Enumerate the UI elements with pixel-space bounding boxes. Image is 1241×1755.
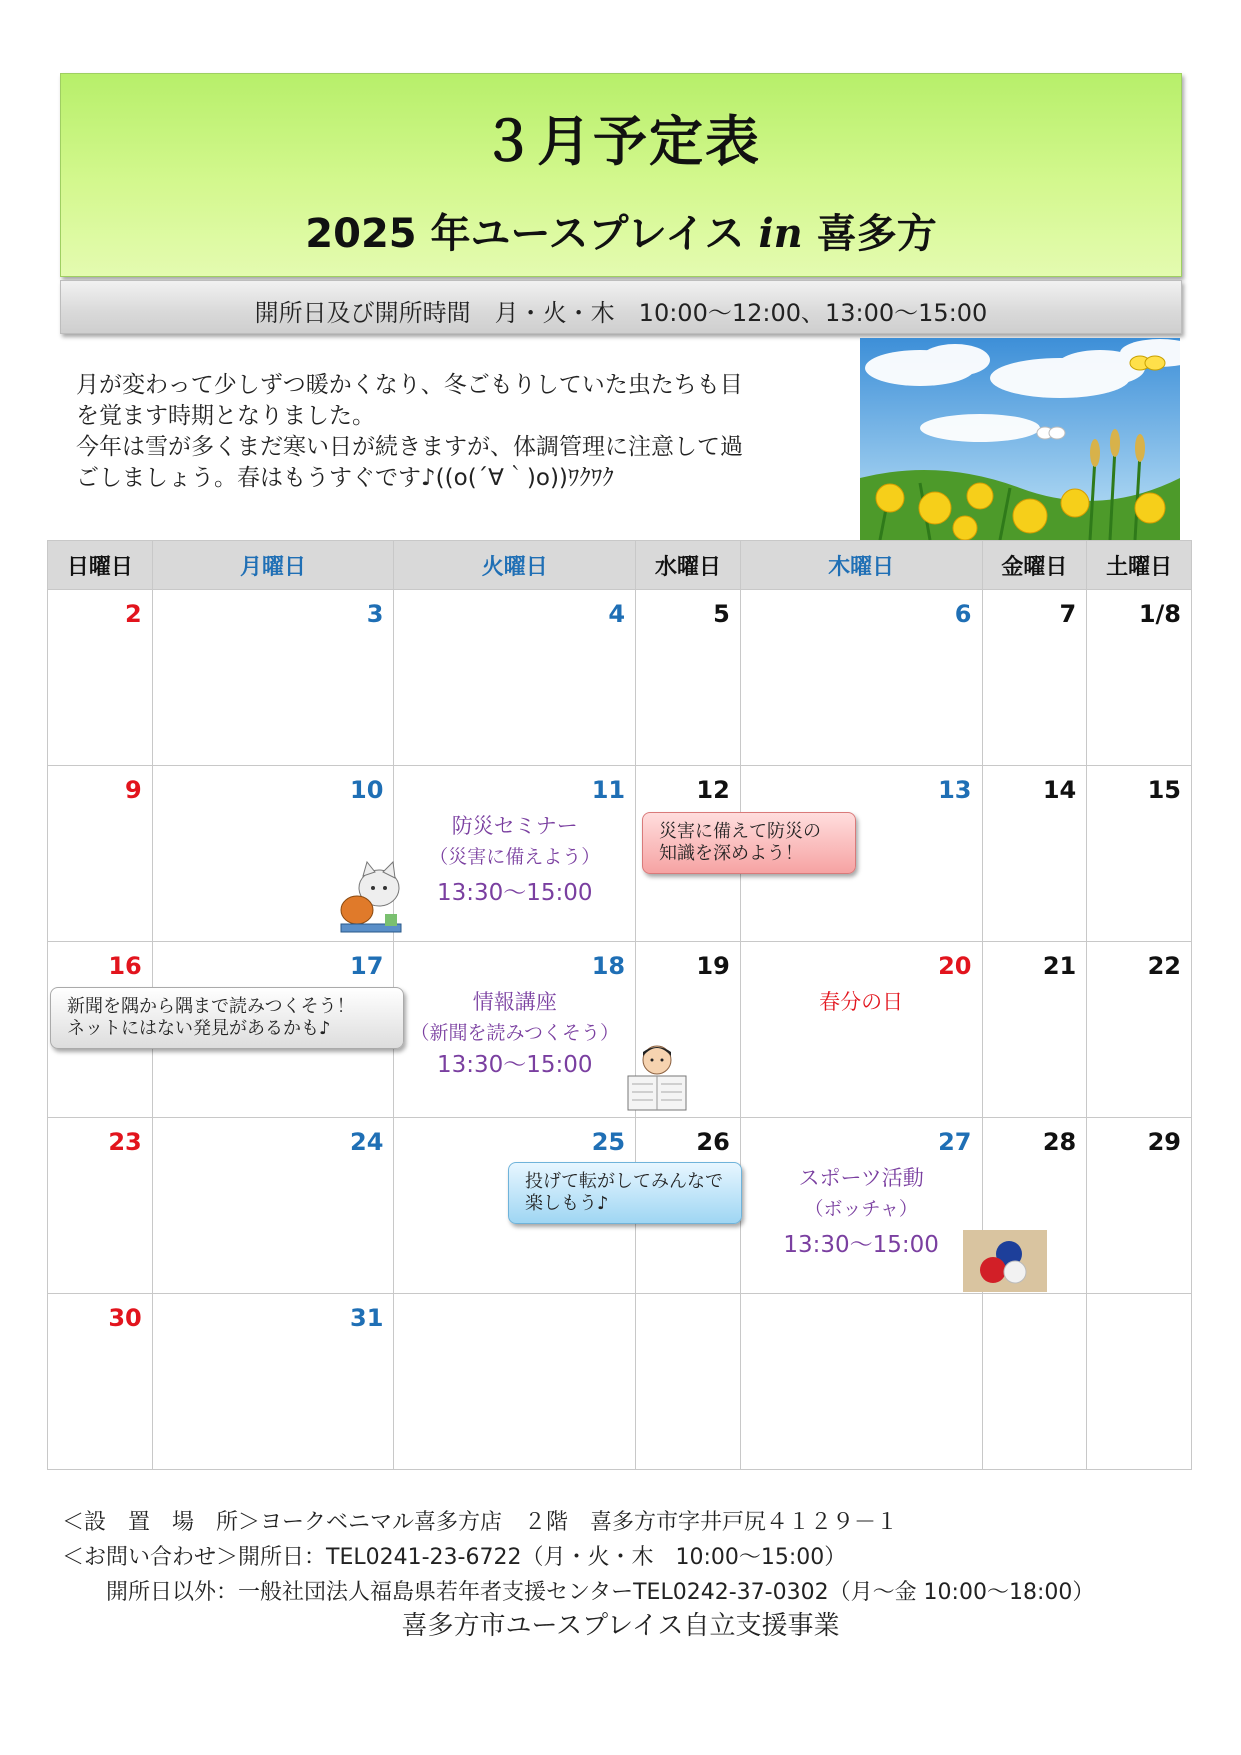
day-cell — [740, 1118, 982, 1294]
day-number: 7 — [1059, 600, 1077, 628]
day-cell — [1087, 590, 1192, 766]
intro-line: 今年は雪が多くまだ寒い日が続きますが、体調管理に注意して過 — [76, 434, 743, 460]
weekday-wednesday: 水曜日 — [636, 541, 741, 590]
day-number: 10 — [350, 776, 384, 804]
day-number: 15 — [1147, 776, 1181, 804]
calendar-week — [48, 1294, 1192, 1470]
title-banner — [60, 73, 1182, 277]
day-cell — [982, 1294, 1087, 1470]
spring-meadow-image — [860, 338, 1180, 540]
intro-line: 月が変わって少しずつ暖かくなり、冬ごもりしていた虫たちも目 — [76, 372, 743, 398]
day-number: 2 — [125, 600, 142, 628]
day-number: 19 — [696, 952, 730, 980]
day-number: 12 — [696, 776, 730, 804]
opening-hours-bar — [60, 280, 1182, 334]
person-reading-newspaper-icon — [624, 1042, 690, 1114]
bocce-speech-bubble — [508, 1162, 742, 1224]
day-number: 27 — [938, 1128, 972, 1156]
bubble-line: 投げて転がしてみんなで — [525, 1171, 723, 1192]
calendar-week — [48, 590, 1192, 766]
day-cell — [740, 590, 982, 766]
day-cell — [982, 590, 1087, 766]
day-cell — [1087, 1294, 1192, 1470]
day-number: 13 — [938, 776, 972, 804]
day-number: 25 — [591, 1128, 626, 1156]
day-cell — [1087, 766, 1192, 942]
bubble-line: 知識を深めよう！ — [659, 843, 803, 864]
footer-organization: 喜多方市ユースプレイス自立支援事業 — [401, 1611, 840, 1641]
bubble-line: 災害に備えて防災の — [659, 821, 821, 842]
day-cell — [636, 590, 741, 766]
day-number: 18 — [591, 952, 626, 980]
bubble-line: 新聞を隅から隅まで読みつくそう！ — [67, 996, 355, 1017]
day-cell — [636, 942, 741, 1118]
footer-location: ＜設 置 場 所＞ヨークベニマル喜多方店 ２階 喜多方市字井戸尻４１２９－１ — [62, 1510, 899, 1535]
day-number: 17 — [350, 952, 384, 980]
disaster-seminar-title: 防災セミナー — [451, 814, 578, 838]
day-cell — [48, 1118, 153, 1294]
day-cell — [152, 590, 394, 766]
day-number: 26 — [696, 1128, 730, 1156]
holiday-label: 春分の日 — [819, 990, 904, 1014]
weekday-saturday: 土曜日 — [1087, 541, 1192, 590]
day-number: 16 — [108, 952, 142, 980]
day-number: 1/8 — [1138, 600, 1181, 628]
day-cell — [394, 1294, 636, 1470]
weekday-sunday: 日曜日 — [48, 541, 153, 590]
footer-info — [62, 1505, 1192, 1610]
day-cell — [982, 766, 1087, 942]
weekday-thursday: 木曜日 — [740, 541, 982, 590]
opening-hours-text: 開所日及び開所時間 月・火・木 10:00～12:00、13:00～15:00 — [254, 299, 988, 327]
day-cell — [982, 942, 1087, 1118]
day-cell — [48, 1294, 153, 1470]
day-cell — [394, 942, 636, 1118]
day-number: 11 — [591, 776, 626, 804]
day-cell — [1087, 1118, 1192, 1294]
day-number: 20 — [938, 952, 972, 980]
weekday-tuesday: 火曜日 — [394, 541, 636, 590]
spring-illustration — [860, 338, 1180, 540]
footer-contact: ＜お問い合わせ＞開所日：TEL0241-23-6722（月・火・木 10:00～15:00） — [62, 1545, 847, 1570]
day-number: 14 — [1042, 776, 1077, 804]
day-cell — [982, 1118, 1087, 1294]
day-number: 3 — [366, 600, 384, 628]
intro-line: ごしましょう。春はもうすぐです♪((o(´∀｀)o))ﾜｸﾜｸ — [76, 465, 614, 491]
day-number: 31 — [350, 1304, 384, 1332]
day-cell — [48, 766, 153, 942]
newspaper-speech-bubble — [50, 987, 404, 1049]
day-number: 28 — [1042, 1128, 1077, 1156]
subtitle-suffix: 喜多方 — [802, 211, 937, 257]
disaster-seminar-subtitle: （災害に備えよう） — [429, 846, 601, 868]
info-lecture-subtitle: （新聞を読みつくそう） — [410, 1022, 620, 1044]
day-number: 30 — [108, 1304, 142, 1332]
disaster-speech-bubble — [642, 812, 856, 874]
sports-activity-time: 13:30～15:00 — [783, 1232, 939, 1258]
weekday-monday: 月曜日 — [152, 541, 394, 590]
sports-activity-title: スポーツ活動 — [798, 1166, 924, 1190]
day-number: 6 — [954, 600, 972, 628]
bubble-line: ネットにはない発見があるかも♪ — [67, 1018, 331, 1039]
intro-line: を覚ます時期となりました。 — [76, 403, 375, 429]
day-number: 23 — [108, 1128, 142, 1156]
info-lecture-time: 13:30～15:00 — [436, 1052, 593, 1078]
weekday-header-row — [48, 541, 1192, 590]
info-lecture-title: 情報講座 — [472, 990, 557, 1014]
day-number: 29 — [1147, 1128, 1181, 1156]
subtitle-prefix: 2025 年ユースプレイス — [305, 211, 759, 257]
sports-activity-subtitle: （ボッチャ） — [804, 1198, 918, 1220]
day-cell — [394, 590, 636, 766]
day-number: 5 — [713, 600, 730, 628]
day-number: 21 — [1042, 952, 1077, 980]
bubble-line: 楽しもう♪ — [525, 1193, 609, 1214]
page-subtitle — [61, 202, 1181, 259]
day-cell — [740, 1294, 982, 1470]
day-number: 22 — [1147, 952, 1181, 980]
subtitle-in: in — [758, 210, 803, 257]
day-number: 9 — [125, 776, 142, 804]
intro-message — [76, 370, 836, 494]
disaster-seminar-time: 13:30～15:00 — [436, 880, 593, 906]
day-cell — [48, 590, 153, 766]
page-title: ３月予定表 — [481, 110, 761, 173]
footer-other-contact: 開所日以外：一般社団法人福島県若年者支援センターTEL0242-37-0302（月～金 10:00～18:00） — [62, 1580, 1095, 1605]
calendar-week — [48, 766, 1192, 942]
day-cell — [740, 942, 982, 1118]
day-number: 24 — [350, 1128, 384, 1156]
day-cell — [152, 1294, 394, 1470]
day-number: 4 — [608, 600, 626, 628]
day-cell — [152, 766, 394, 942]
day-cell — [1087, 942, 1192, 1118]
day-cell — [152, 1118, 394, 1294]
day-cell — [394, 766, 636, 942]
day-cell — [636, 1294, 741, 1470]
weekday-friday: 金曜日 — [982, 541, 1087, 590]
